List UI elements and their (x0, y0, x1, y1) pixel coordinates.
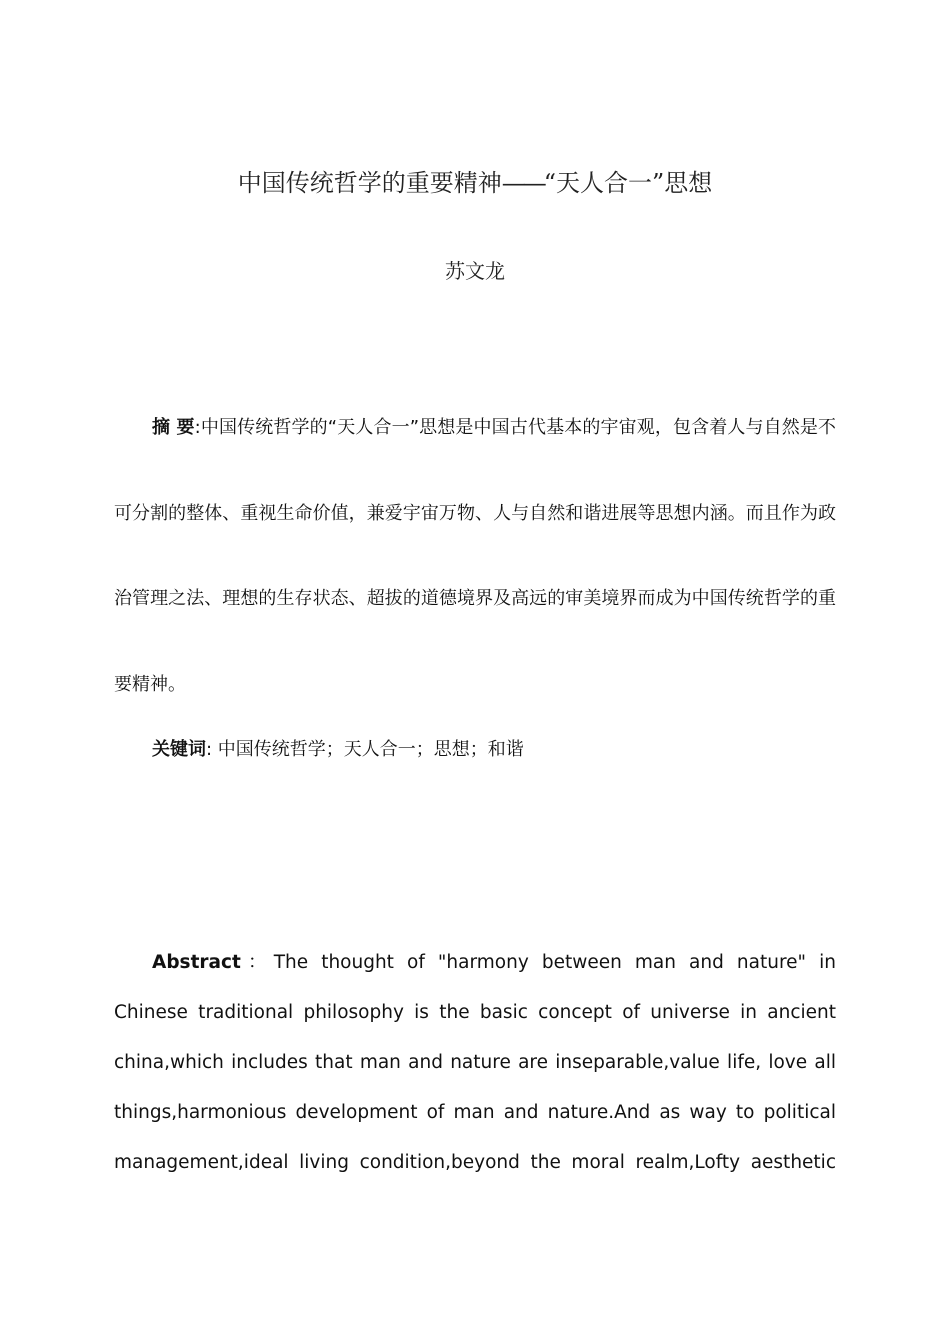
chinese-abstract (114, 385, 836, 727)
title-dash: —— (501, 169, 544, 197)
abstract-cn-text: 中国传统哲学的“天人合一”思想是中国古代基本的宇宙观，包含着人与自然是不可分割的整体、重视生命价值，兼爱宇宙万物、人与自然和谐进展等思想内涵。而且作为政治管理之法、理想的生存状态、超拔的道德境界及高远的审美境界而成为中国传统哲学的重要精神。 (114, 417, 836, 695)
abstract-en-separator: ： (240, 952, 274, 973)
abstract-cn-separator: : (194, 417, 201, 438)
keywords-separator: : (206, 739, 218, 760)
paper-title (0, 166, 950, 200)
english-abstract (114, 938, 836, 1188)
title-quote: “天人合一”思想 (543, 169, 713, 197)
keywords-line (152, 732, 836, 768)
abstract-en-text: The thought of "harmony between man and nature" in Chinese traditional philosophy is the basic concept of universe in ancient china,which includes that man and nature are inseparable,value life, love all things,harmonious development of man and nature.And as way to political management,ideal living condition,beyond the moral realm,Lofty aesthetic (114, 952, 836, 1173)
author-name: 苏文龙 (445, 259, 505, 283)
keywords-text: 中国传统哲学；天人合一；思想；和谐 (217, 739, 524, 760)
title-main: 中国传统哲学的重要精神 (237, 169, 502, 197)
abstract-en-label: Abstract (152, 952, 241, 973)
keywords-label: 关键词 (152, 739, 206, 760)
abstract-cn-label: 摘 要 (152, 417, 195, 438)
